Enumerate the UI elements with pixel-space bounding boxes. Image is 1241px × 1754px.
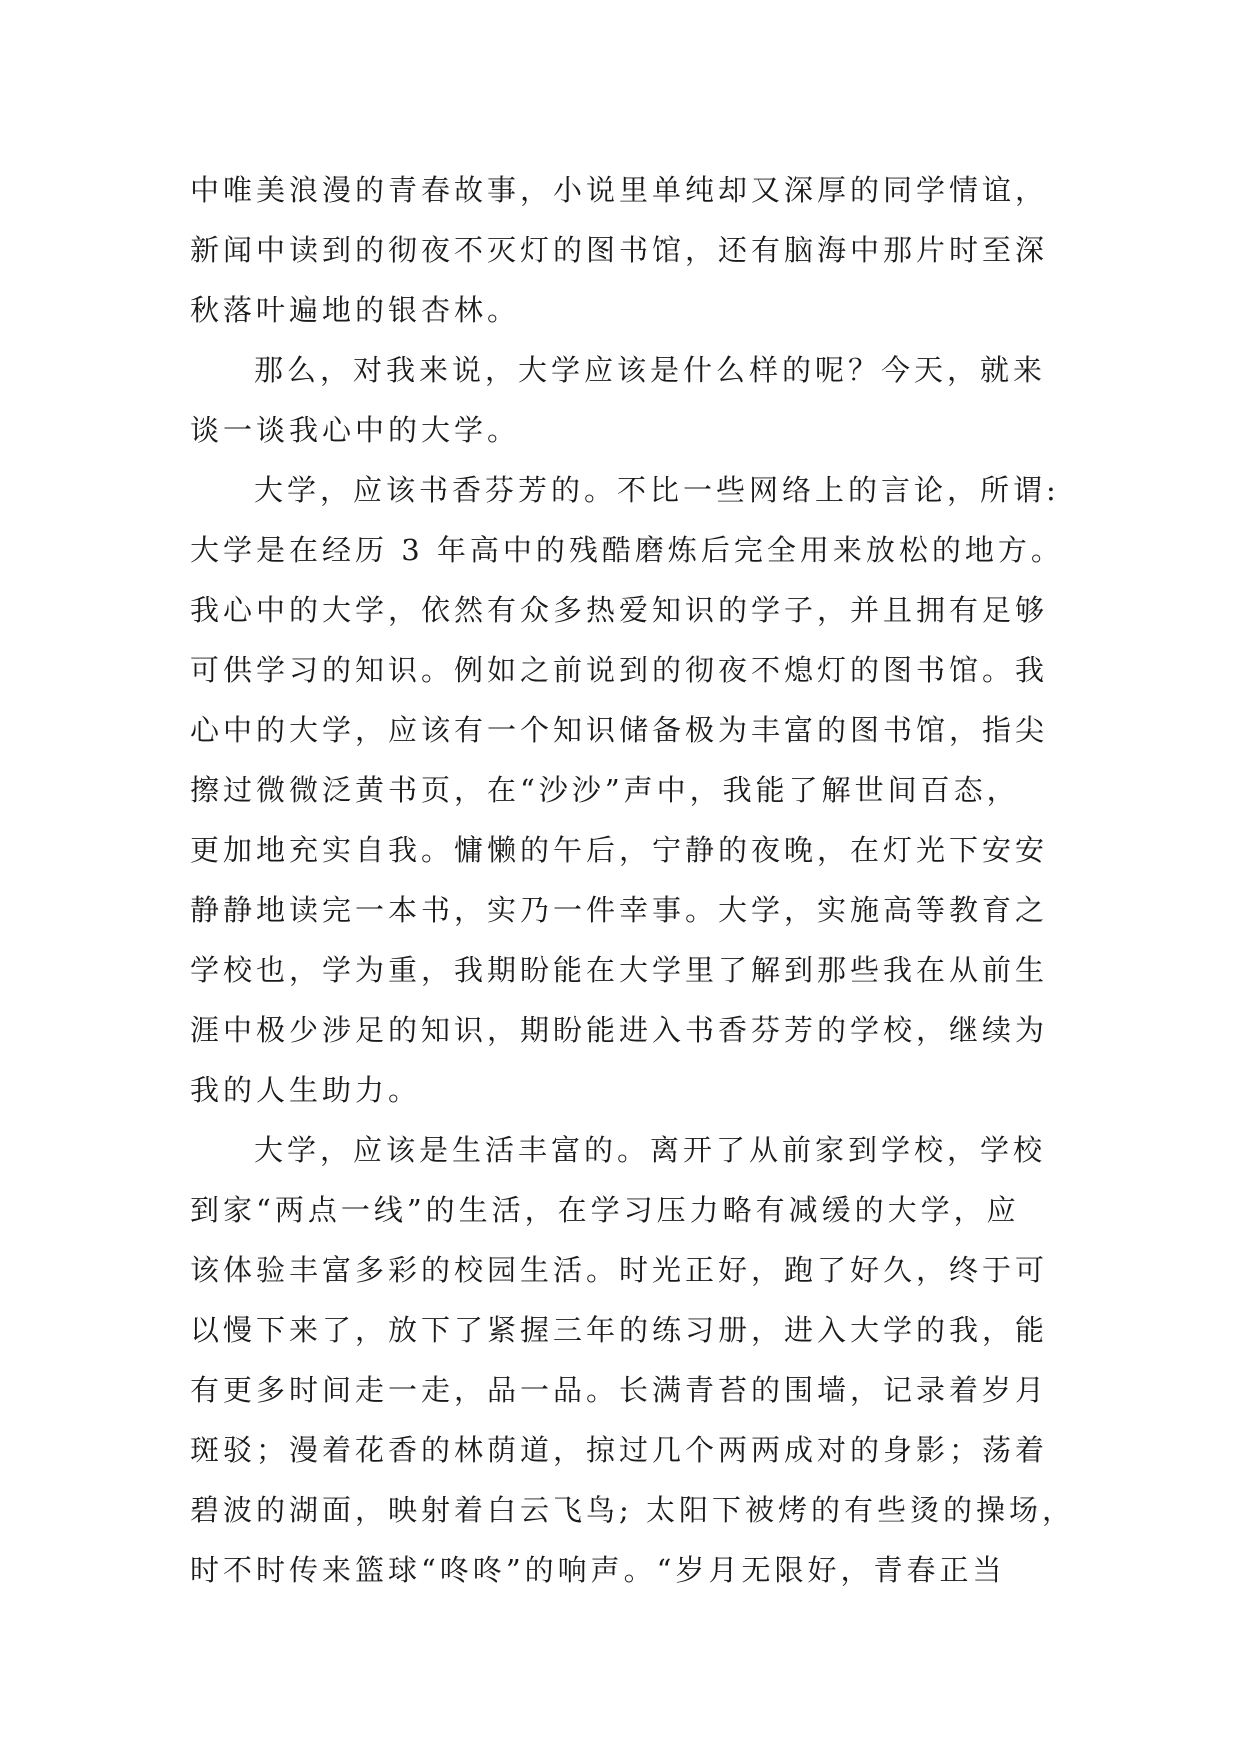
text-line: 碧波的湖面，映射着白云飞鸟; 太阳下被烤的有些烫的操场， <box>190 1493 1075 1527</box>
text-line: 秋落叶遍地的银杏林。 <box>190 293 521 327</box>
text-line: 以慢下来了，放下了紧握三年的练习册，进入大学的我，能 <box>190 1313 1049 1347</box>
text-line: 有更多时间走一走，品一品。长满青苔的围墙，记录着岁月 <box>190 1373 1049 1407</box>
text-line: 到家“两点一线”的生活，在学习压力略有减缓的大学，应 <box>190 1193 1020 1227</box>
text-line: 心中的大学，应该有一个知识储备极为丰富的图书馆，指尖 <box>190 713 1049 747</box>
text-line: 涯中极少涉足的知识，期盼能进入书香芬芳的学校，继续为 <box>190 1013 1049 1047</box>
text-line: 静静地读完一本书，实乃一件幸事。大学，实施高等教育之 <box>190 893 1049 927</box>
text-line: 大学是在经历 3 年高中的残酷磨炼后完全用来放松的地方。 <box>190 533 1064 567</box>
text-line: 斑驳；漫着花香的林荫道，掠过几个两两成对的身影；荡着 <box>190 1433 1049 1467</box>
text-line: 该体验丰富多彩的校园生活。时光正好，跑了好久，终于可 <box>190 1253 1049 1287</box>
essay-body <box>190 160 1075 1600</box>
paragraph-first-line: 大学，应该书香芬芳的。不比一些网络上的言论，所谓: <box>254 473 1060 507</box>
text-line: 擦过微微泛黄书页，在“沙沙”声中，我能了解世间百态， <box>190 773 1020 807</box>
text-line: 我的人生助力。 <box>190 1073 422 1107</box>
text-line: 时不时传来篮球“咚咚”的响声。“岁月无限好，青春正当 <box>190 1553 1006 1587</box>
paragraph-first-line: 大学，应该是生活丰富的。离开了从前家到学校，学校 <box>254 1133 1047 1167</box>
text-line: 新闻中读到的彻夜不灭灯的图书馆，还有脑海中那片时至深 <box>190 233 1049 267</box>
text-line: 我心中的大学，依然有众多热爱知识的学子，并且拥有足够 <box>190 593 1049 627</box>
text-line: 学校也，学为重，我期盼能在大学里了解到那些我在从前生 <box>190 953 1049 987</box>
text-line: 更加地充实自我。慵懒的午后，宁静的夜晚，在灯光下安安 <box>190 833 1049 867</box>
text-line: 中唯美浪漫的青春故事，小说里单纯却又深厚的同学情谊， <box>190 173 1049 207</box>
paragraph-first-line: 那么，对我来说，大学应该是什么样的呢？今天，就来 <box>254 353 1047 387</box>
text-line: 谈一谈我心中的大学。 <box>190 413 521 447</box>
text-line: 可供学习的知识。例如之前说到的彻夜不熄灯的图书馆。我 <box>190 653 1049 687</box>
